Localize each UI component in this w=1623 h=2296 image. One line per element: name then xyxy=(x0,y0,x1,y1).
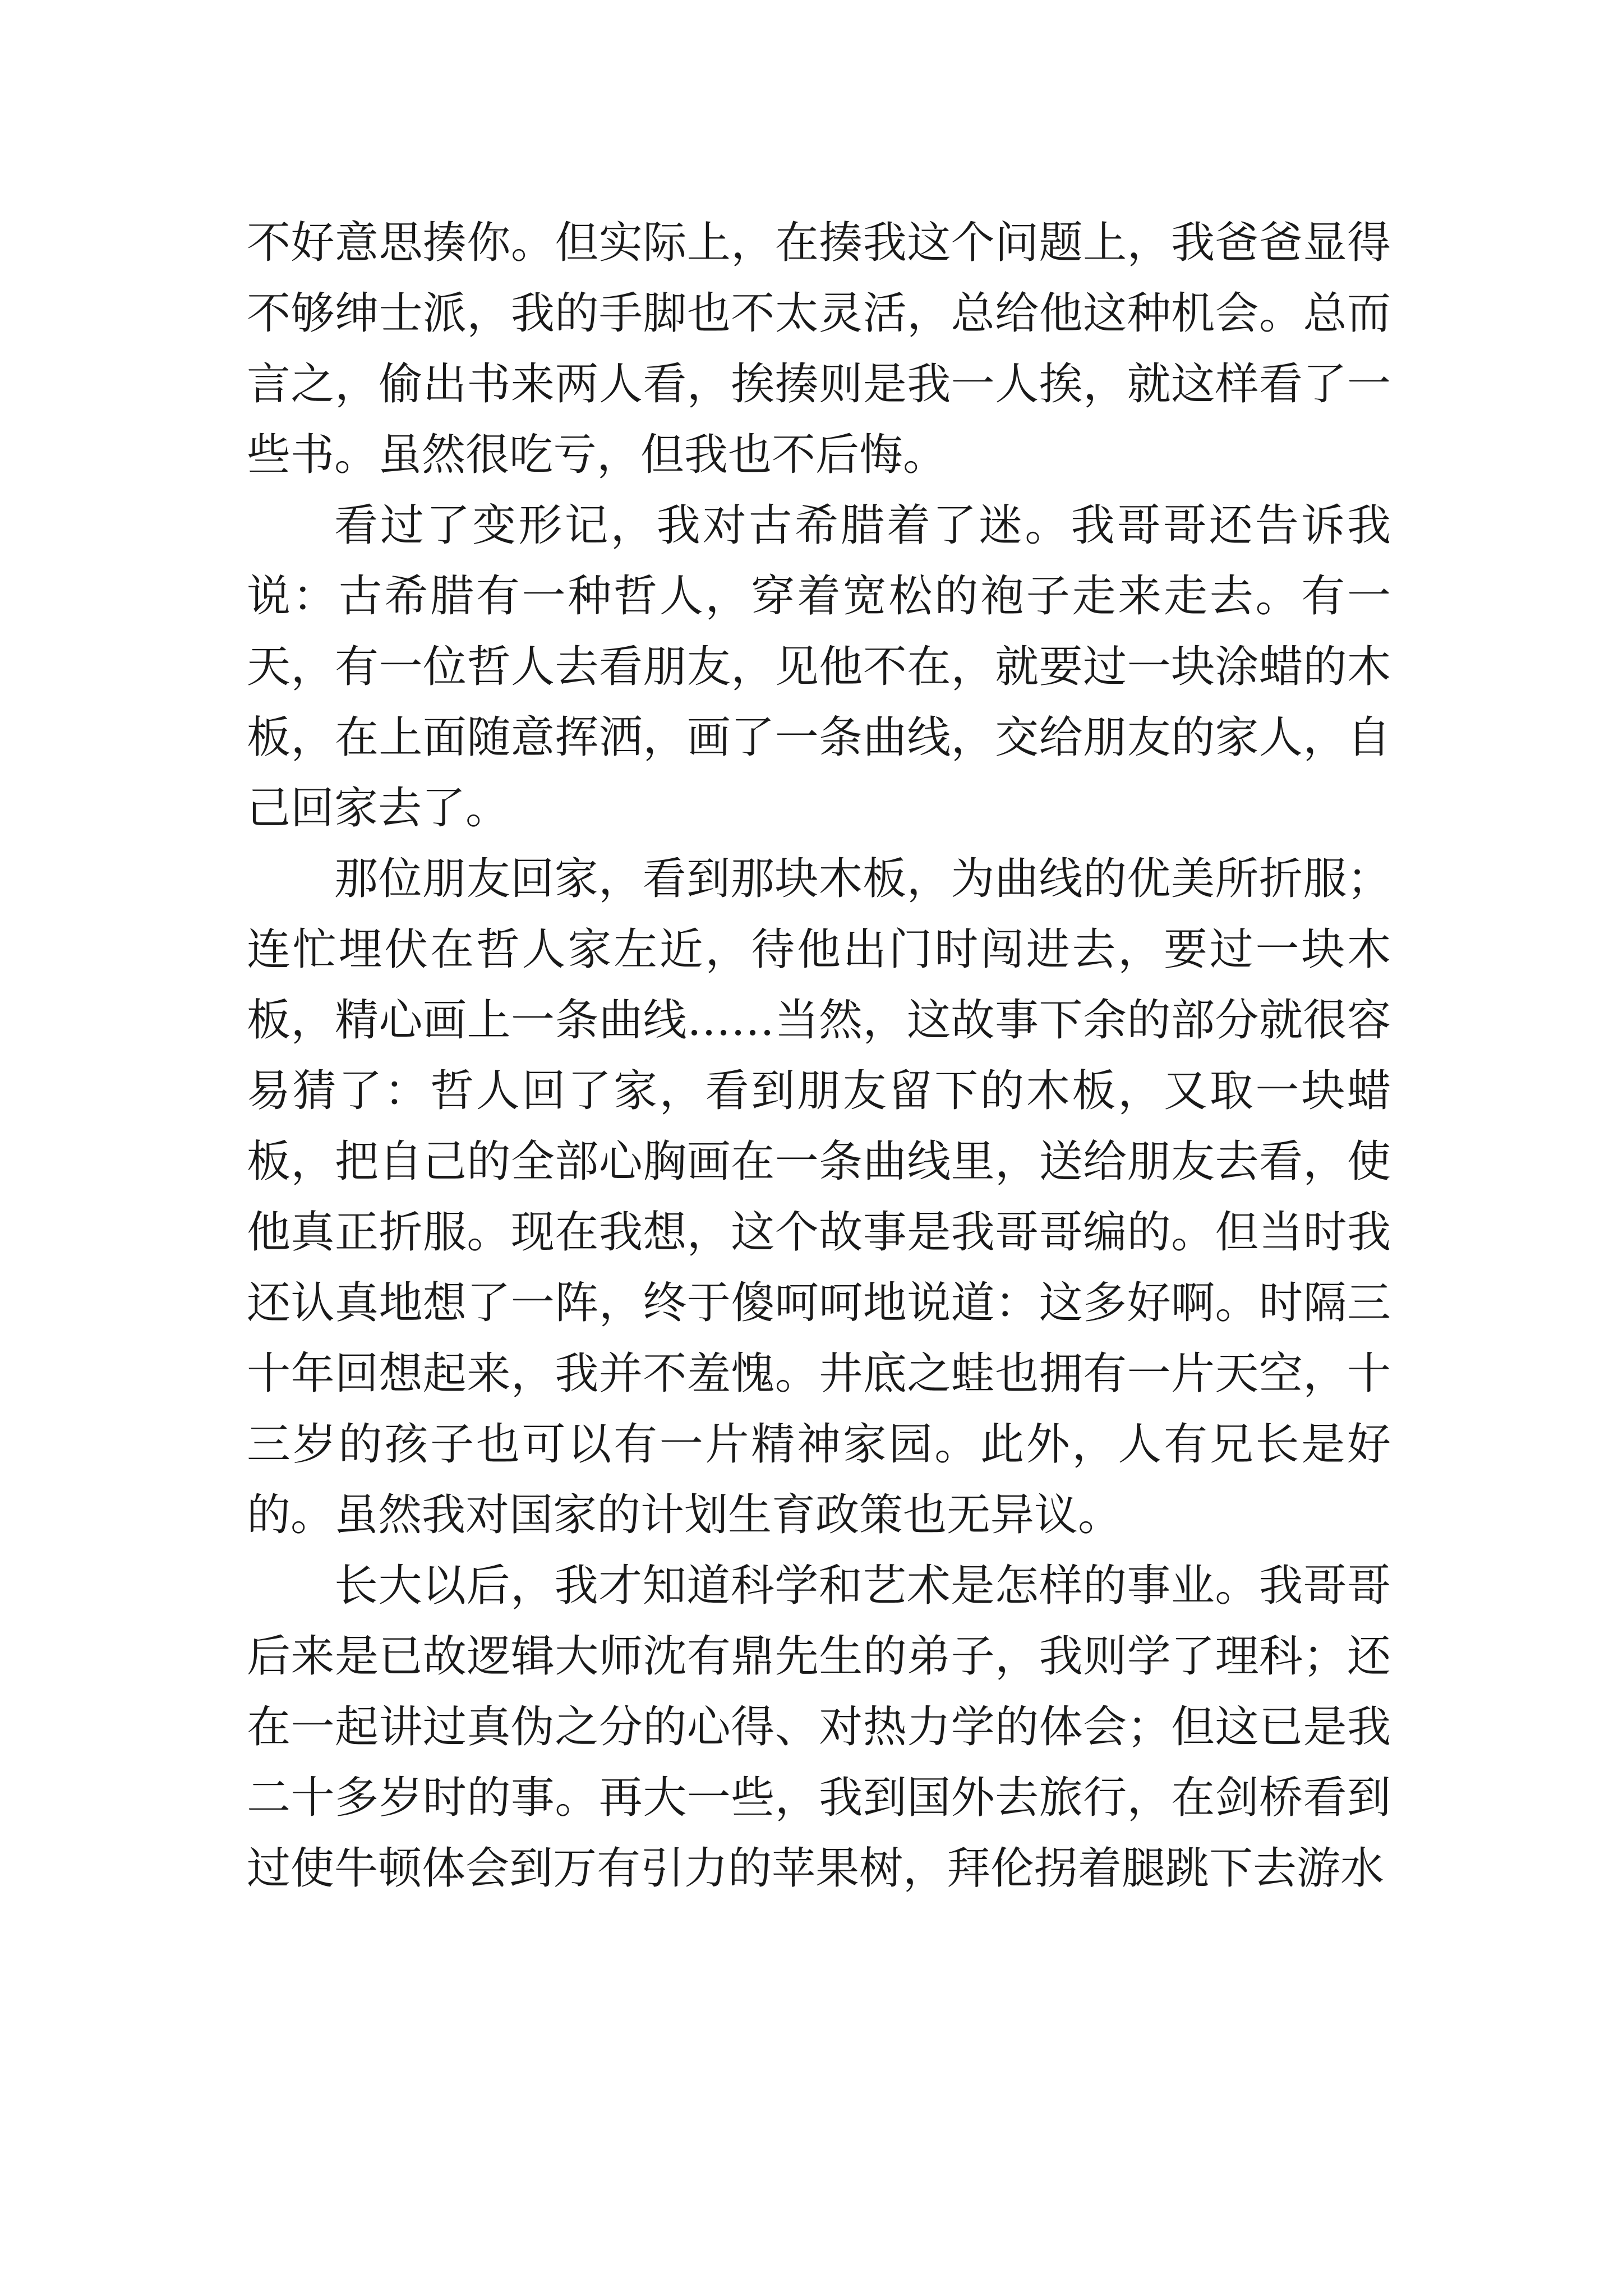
paragraph-3: 那位朋友回家，看到那块木板，为曲线的优美所折服；连忙埋伏在哲人家左近，待他出门时闯进去，要过一块木板，精心画上一条曲线……当然，这故事下余的部分就很容易猜了：哲人回了家，看到朋友留下的木板，又取一块蜡板，把自己的全部心胸画在一条曲线里，送给朋友去看，使他真正折服。现在我想，这个故事是我哥哥编的。但当时我还认真地想了一阵，终于傻呵呵地说道：这多好啊。时隔三十年回想起来，我并不羞愧。井底之蛙也拥有一片天空，十三岁的孩子也可以有一片精神家园。此外，人有兄长是好的。虽然我对国家的计划生育政策也无异议。 xyxy=(247,854,1391,1540)
document-page xyxy=(247,208,1391,1904)
paragraph-1: 不好意思揍你。但实际上，在揍我这个问题上，我爸爸显得不够绅士派，我的手脚也不太灵活，总给他这种机会。总而言之，偷出书来两人看，挨揍则是我一人挨，就这样看了一些书。虽然很吃亏，但我也不后悔。 xyxy=(247,218,1391,480)
paragraph-2: 看过了变形记，我对古希腊着了迷。我哥哥还告诉我说：古希腊有一种哲人，穿着宽松的袍子走来走去。有一天，有一位哲人去看朋友，见他不在，就要过一块涂蜡的木板，在上面随意挥洒，画了一条曲线，交给朋友的家人，自己回家去了。 xyxy=(247,500,1391,834)
paragraph-4: 长大以后，我才知道科学和艺术是怎样的事业。我哥哥后来是已故逻辑大师沈有鼎先生的弟子，我则学了理科；还在一起讲过真伪之分的心得、对热力学的体会；但这已是我二十多岁时的事。再大一些，我到国外去旅行，在剑桥看到过使牛顿体会到万有引力的苹果树，拜伦拐着腿跳下去游水 xyxy=(247,1561,1391,1894)
